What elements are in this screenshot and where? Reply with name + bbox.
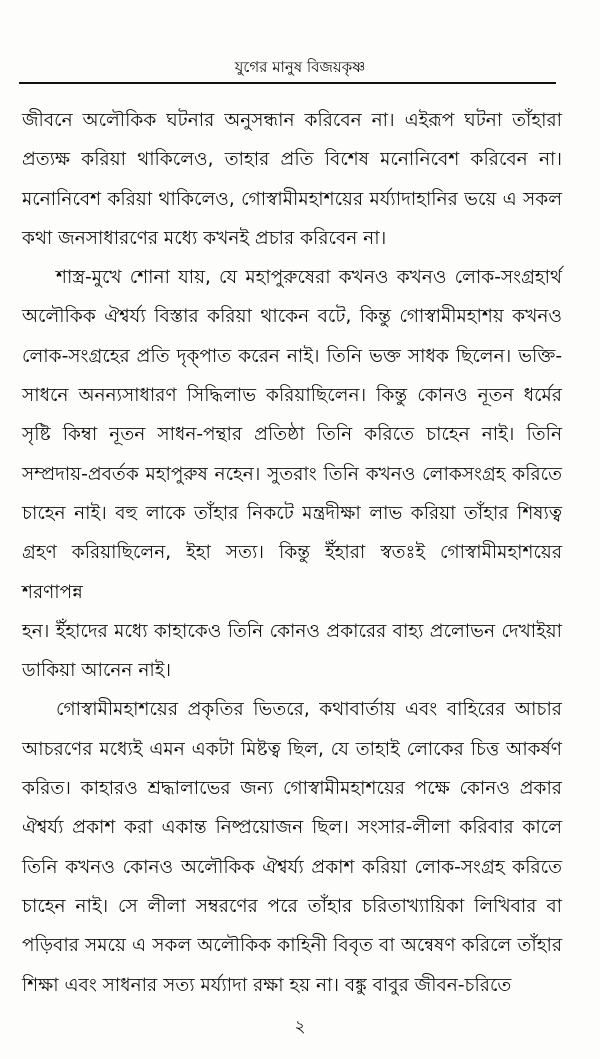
text-line: তিনি কখনও কোনও অলৌকিক ঐশ্বর্য্য প্রকাশ করিয়া লোক-সংগ্রহ করিতে xyxy=(22,856,562,878)
text-line: মনোনিবেশ করিয়া থাকিলেও, গোস্বামীমহাশয়ের মর্য্যাদাহানির ভয়ে এ সকল xyxy=(22,188,562,210)
text-line: সম্প্রদায়-প্রবর্তক মহাপুরুষ নহেন। সুতরাং তিনি কখনও লোকসংগ্রহ করিতে xyxy=(22,463,562,485)
text-line: আচরণের মধ্যেই এমন একটা মিষ্টত্ব ছিল, যে তাহাই লোকের চিত্ত আকর্ষণ xyxy=(22,738,562,760)
text-line: চাহেন নাই। সে লীলা সম্বরণের পরে তাঁহার চরিতাখ্যায়িকা লিখিবার বা xyxy=(22,895,562,917)
text-line: জীবনে অলৌকিক ঘটনার অনুসন্ধান করিবেন না। এইরূপ ঘটনা তাঁহারা xyxy=(22,110,562,131)
text-line: হন। ইঁহাদের মধ্যে কাহাকেও তিনি কোনও প্রকারের বাহ্য প্রলোভন দেখাইয়া xyxy=(22,620,562,642)
text-line: পড়িবার সময়ে এ সকল অলৌকিক কাহিনী বিবৃত বা অন্বেষণ করিলে তাঁহার xyxy=(22,935,562,957)
text-line: লোক-সংগ্রহের প্রতি দৃক্‌পাত করেন নাই। তিনি ভক্ত সাধক ছিলেন। ভক্তি- xyxy=(22,345,562,367)
text-line: ঐশ্বর্য্য প্রকাশ করা একান্ত নিষ্প্রয়োজন ছিল। সংসার-লীলা করিবার কালে xyxy=(22,817,562,839)
text-line: ডাকিয়া আনেন নাই। xyxy=(22,660,171,682)
text-line: করিত। কাহারও শ্রদ্ধালাভের জন্য গোস্বামীমহাশয়ের পক্ষে কোনও প্রকার xyxy=(22,778,562,800)
text-line: শাস্ত্র-মুখে শোনা যায়, যে মহাপুরুষেরা কখনও কখনও লোক-সংগ্রহার্থ xyxy=(56,267,562,289)
header-rule xyxy=(19,82,556,84)
text-line: চাহেন নাই। বহু লাকে তাঁহার নিকটে মন্ত্রদীক্ষা লাভ করিয়া তাঁহার শিষ্যত্ব xyxy=(22,502,562,524)
text-line: প্রত্যক্ষ করিয়া থাকিলেও, তাহার প্রতি বিশেষ মনোনিবেশ করিবেন না। xyxy=(22,149,562,171)
running-title: যুগের মানুষ বিজয়কৃষ্ণ xyxy=(234,58,366,76)
text-line: কথা জনসাধারণের মধ্যে কখনই প্রচার করিবেন না। xyxy=(22,227,387,249)
text-line: গ্রহণ করিয়াছিলেন, ইহা সত্য। কিন্তু ইঁহারা স্বতঃই গোস্বামীমহাশয়ের শরণাপন্ন xyxy=(22,542,562,603)
text-line: সৃষ্টি কিম্বা নূতন সাধন-পন্থার প্রতিষ্ঠা তিনি করিতে চাহেন নাই। তিনি xyxy=(22,424,562,446)
text-line: সাধনে অনন্যসাধারণ সিদ্ধিলাভ করিয়াছিলেন। কিন্তু কোনও নূতন ধর্মের xyxy=(22,385,562,407)
text-line: শিক্ষা এবং সাধনার সত্য মর্য্যাদা রক্ষা হয় না। বঙ্কু বাবুর জীবন-চরিতে xyxy=(22,974,512,996)
page-body xyxy=(22,101,562,1005)
text-line: অলৌকিক ঐশ্বর্য্য বিস্তার করিয়া থাকেন বটে, কিন্তু গোস্বামীমহাশয় কখনও xyxy=(22,306,562,328)
text-line: গোস্বামীমহাশয়ের প্রকৃতির ভিতরে, কথাবার্তায় এবং বাহিরের আচার xyxy=(56,699,562,721)
page-number: ২ xyxy=(294,1016,306,1037)
